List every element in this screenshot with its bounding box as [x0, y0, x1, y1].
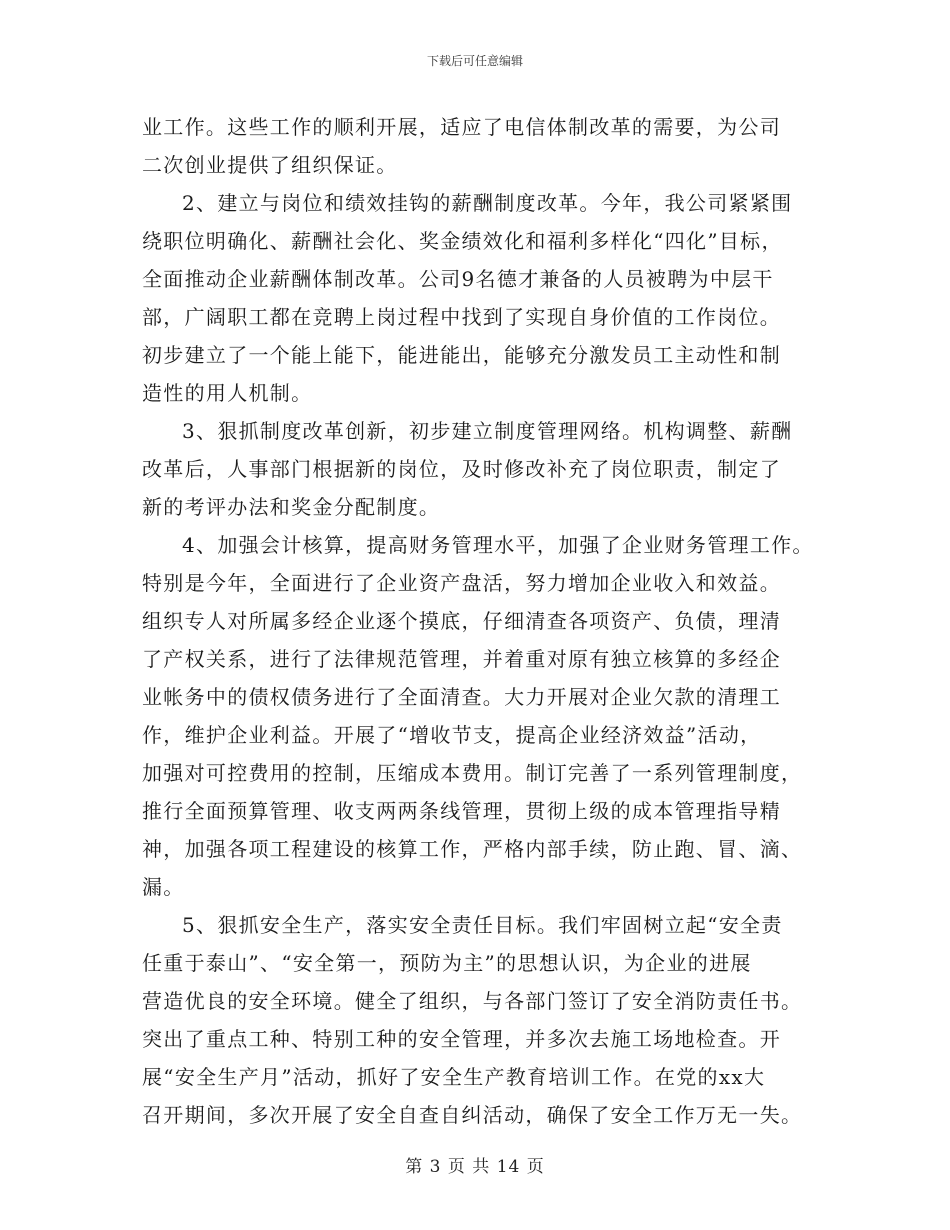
text-line: 任重于泰山”、“安全第一，预防为主”的思想认识，为企业的进展	[142, 951, 752, 975]
text-line: 2、建立与岗位和绩效挂钩的薪酬制度改革。今年，我公司紧紧围	[182, 191, 793, 215]
text-line: 组织专人对所属多经企业逐个摸底，仔细清查各项资产、负债，理清	[142, 609, 781, 633]
text-line: 业帐务中的债权债务进行了全面清查。大力开展对企业欠款的清理工	[142, 685, 781, 709]
text-line: 召开期间，多次开展了安全自查自纠活动，确保了安全工作万无一失。	[142, 1103, 803, 1127]
text-line: 二次创业提供了组织保证。	[142, 153, 398, 177]
text-line: 推行全面预算管理、收支两两条线管理，贯彻上级的成本管理指导精	[142, 799, 781, 823]
text-line: 特别是今年，全面进行了企业资产盘活，努力增加企业收入和效益。	[142, 571, 781, 595]
text-line: 初步建立了一个能上能下，能进能出，能够充分激发员工主动性和制	[142, 343, 781, 367]
text-line: 加强对可控费用的控制，压缩成本费用。制订完善了一系列管理制度，	[142, 761, 803, 785]
text-line: 神，加强各项工程建设的核算工作，严格内部手续，防止跑、冒、滴、	[142, 837, 803, 861]
document-body	[142, 108, 832, 1134]
text-line: 4、加强会计核算，提高财务管理水平，加强了企业财务管理工作。	[182, 533, 814, 557]
text-line: 突出了重点工种、特别工种的安全管理，并多次去施工场地检查。开	[142, 1027, 781, 1051]
text-line: 展“安全生产月”活动，抓好了安全生产教育培训工作。在党的xx大	[142, 1065, 766, 1089]
text-line: 造性的用人机制。	[142, 381, 313, 405]
text-line: 作，维护企业利益。开展了“增收节支，提高企业经济效益”活动，	[142, 723, 762, 747]
text-line: 新的考评办法和奖金分配制度。	[142, 495, 441, 519]
text-line: 绕职位明确化、薪酬社会化、奖金绩效化和福利多样化“四化”目标，	[142, 229, 783, 253]
text-line: 营造优良的安全环境。健全了组织，与各部门签订了安全消防责任书。	[142, 989, 803, 1013]
text-line: 改革后，人事部门根据新的岗位，及时修改补充了岗位职责，制定了	[142, 457, 781, 481]
text-line: 全面推动企业薪酬体制改革。公司9名德才兼备的人员被聘为中层干	[142, 267, 774, 291]
text-line: 3、狠抓制度改革创新，初步建立制度管理网络。机构调整、薪酬	[182, 419, 793, 443]
text-line: 部，广阔职工都在竞聘上岗过程中找到了实现自身价值的工作岗位。	[142, 305, 781, 329]
text-line: 5、狠抓安全生产，落实安全责任目标。我们牢固树立起“安全责	[182, 913, 783, 937]
text-line: 了产权关系，进行了法律规范管理，并着重对原有独立核算的多经企	[142, 647, 781, 671]
text-line: 漏。	[142, 875, 185, 899]
text-line: 业工作。这些工作的顺利开展，适应了电信体制改革的需要，为公司	[142, 115, 781, 139]
page-header: 下载后可任意编辑	[426, 54, 523, 68]
page-number-footer: 第 3 页 共 14 页	[405, 1157, 545, 1177]
